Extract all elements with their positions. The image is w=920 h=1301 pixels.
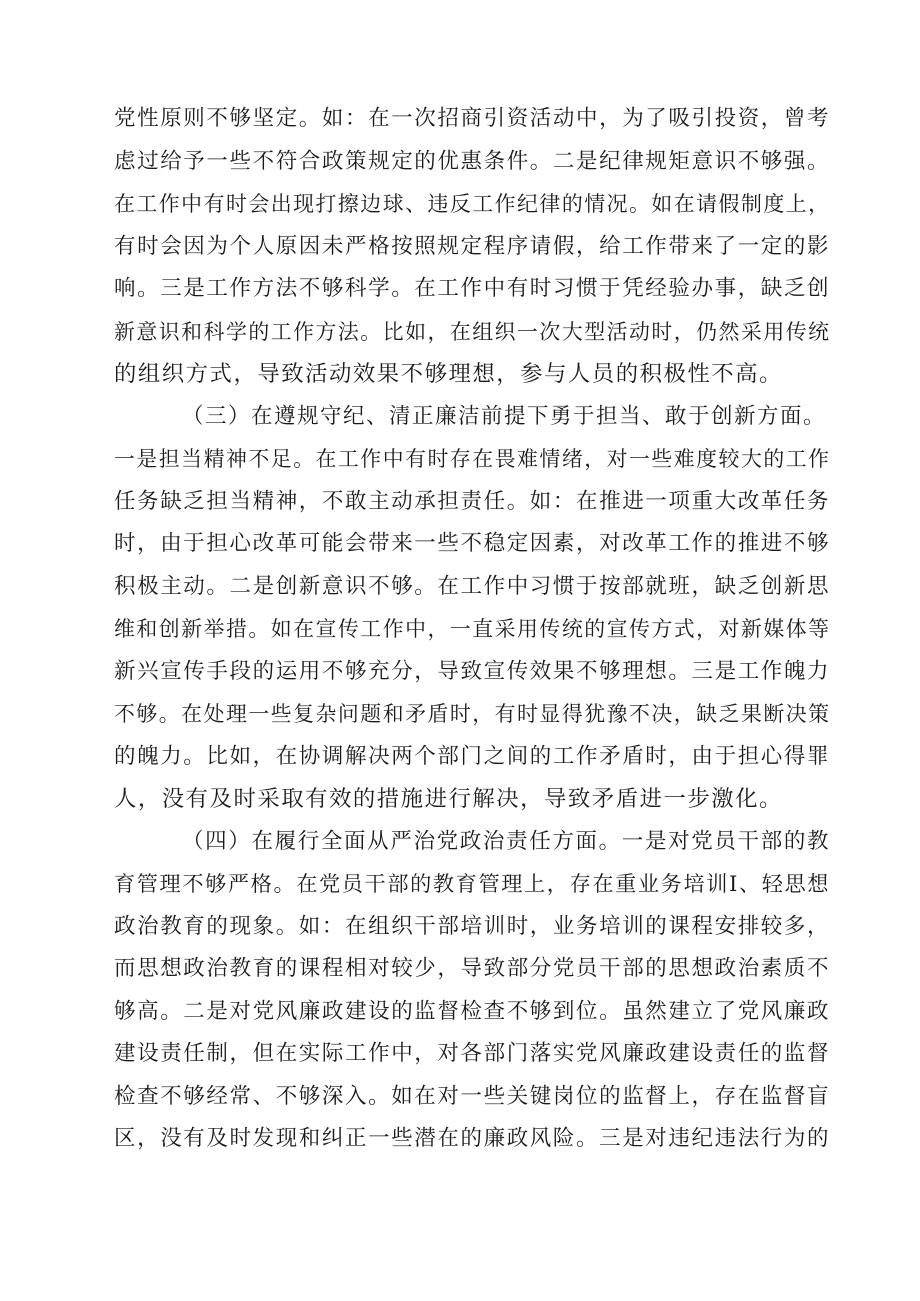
section-heading-3: （三）在遵规守纪、清正廉洁前提下勇于担当、敢于创新方面。 [182,403,827,429]
text-line-9: 一是担当精神不足。在工作中有时存在畏难情绪，对一些难度较大的工作 [114,447,831,471]
text-line-3: 在工作中有时会出现打擦边球、违反工作纪律的情况。如在请假制度上， [114,192,831,216]
section-heading-4: （四）在履行全面从严治党政治责任方面。一是对党员干部的教 [182,828,830,854]
text-line-25: 区，没有及时发现和纠正一些潜在的廉政风险。三是对违纪违法行为的 [114,1126,830,1151]
text-line-20: 政治教育的现象。如：在组织干部培训时，业务培训的课程安排较多， [114,913,830,939]
text-line-23: 建设责任制，但在实际工作中，对各部门落实党风廉政建设责任的监督 [114,1041,830,1066]
text-line-12: 积极主动。二是创新意识不够。在工作中习惯于按部就班，缺乏创新思 [114,573,830,599]
text-line-2: 虑过给予一些不符合政策规定的优惠条件。二是纪律规矩意识不够强。 [114,148,830,174]
text-line-22: 够高。二是对党风廉政建设的监督检查不够到位。虽然建立了党风廉政 [114,998,830,1024]
text-line-19: 育管理不够严格。在党员干部的教育管理上，存在重业务培训I、轻思想 [114,871,830,896]
text-line-16: 的魄力。比如，在协调解决两个部门之间的工作矛盾时，由于担心得罪 [114,743,830,769]
text-line-4: 有时会因为个人原因未严格按照规定程序请假，给工作带来了一定的影 [114,233,830,259]
text-line-17: 人，没有及时采取有效的措施进行解决，导致矛盾进一步激化。 [114,786,783,812]
text-line-11: 时，由于担心改革可能会带来一些不稳定因素，对改革工作的推进不够 [114,531,830,556]
text-line-13: 维和创新举措。如在宣传工作中，一直采用传统的宣传方式，对新媒体等 [114,617,831,641]
text-line-10: 任务缺乏担当精神，不敢主动承担责任。如：在推进一项重大改革任务 [114,488,830,514]
text-line-1: 党性原则不够坚定。如：在一次招商引资活动中，为了吸引投资，曾考 [114,106,830,131]
text-line-5: 响。三是工作方法不够科学。在工作中有时习惯于凭经验办事，缺乏创 [114,276,830,301]
text-line-24: 检查不够经常、不够深入。如在对一些关键岗位的监督上，存在监督盲 [114,1083,830,1109]
text-line-14: 新兴宣传手段的运用不够充分，导致宣传效果不够理想。三是工作魄力 [114,658,830,684]
text-line-7: 的组织方式，导致活动效果不够理想，参与人员的积极性不高。 [114,361,783,387]
body-text [114,98,830,1161]
text-line-6: 新意识和科学的工作方法。比如，在组织一次大型活动时，仍然采用传统 [114,319,831,344]
text-line-21: 而思想政治教育的课程相对较少，导致部分党员干部的思想政治素质不 [114,956,830,981]
text-line-15: 不够。在处理一些复杂问题和矛盾时，有时显得犹豫不决，缺乏果断决策 [114,702,831,726]
